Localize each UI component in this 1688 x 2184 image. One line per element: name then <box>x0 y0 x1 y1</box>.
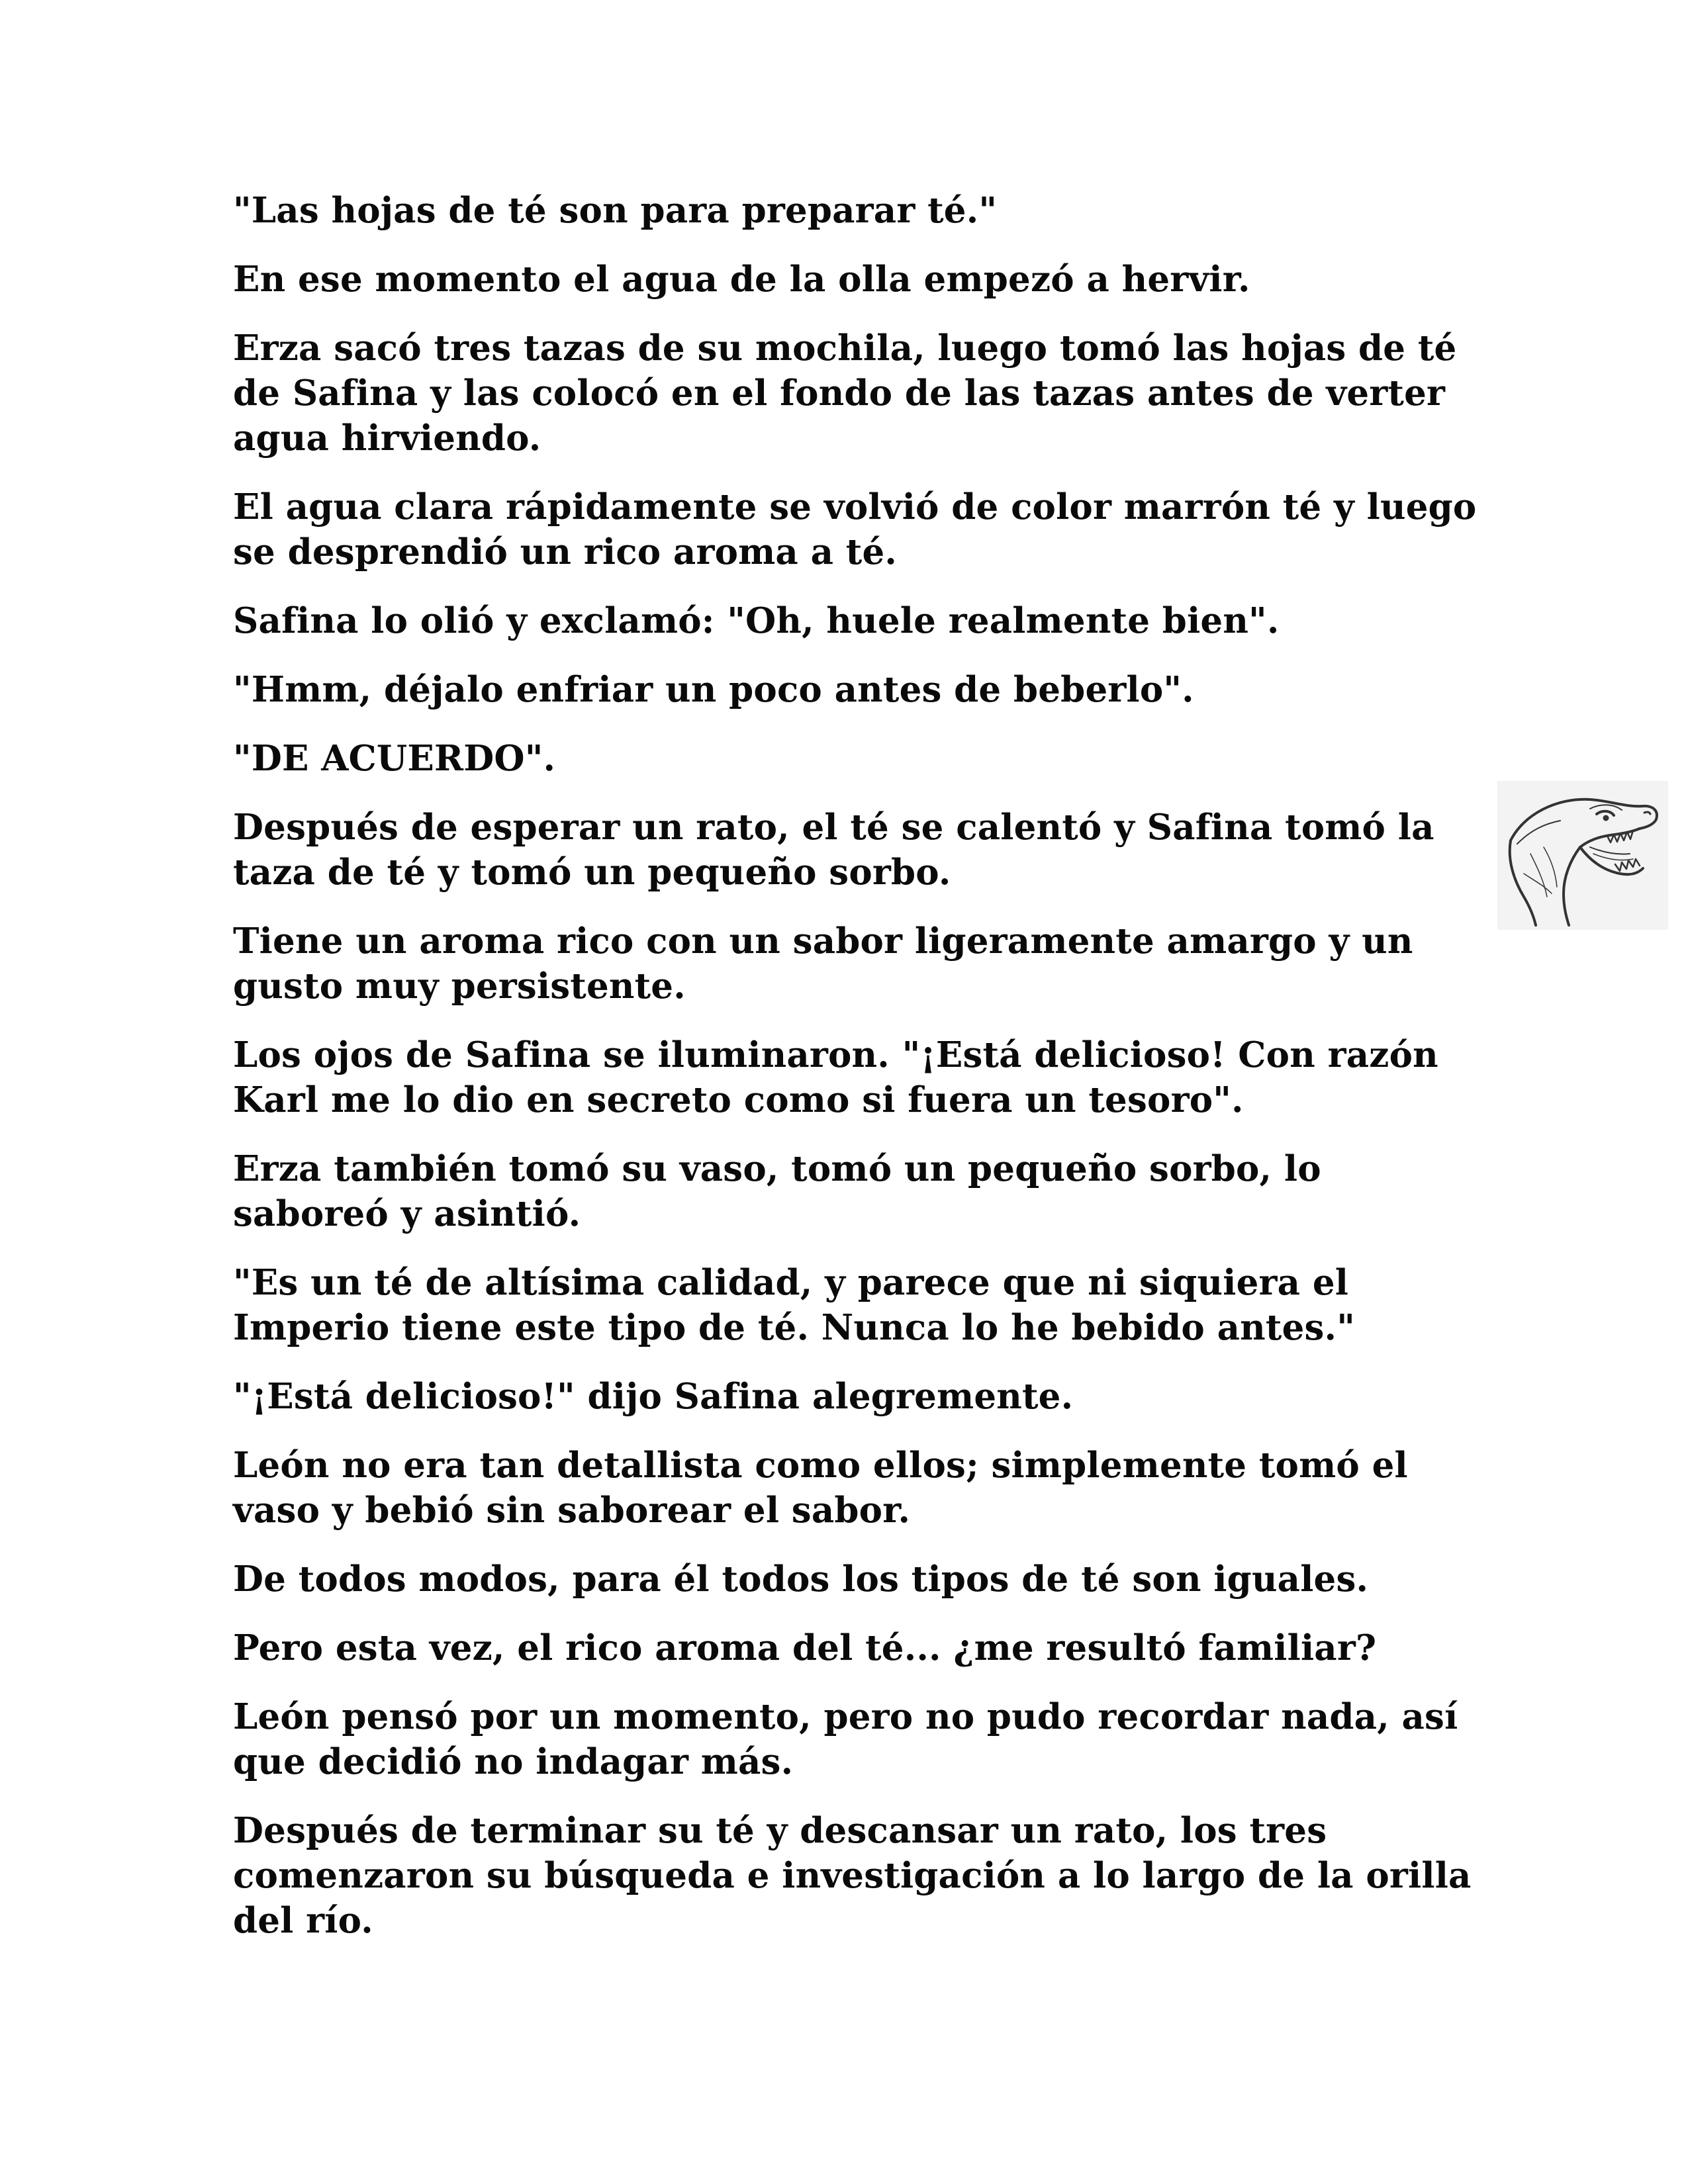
paragraph: "Hmm, déjalo enfriar un poco antes de beberlo". <box>233 669 1194 710</box>
paragraph: En ese momento el agua de la olla empezó a hervir. <box>233 259 1250 300</box>
paragraph: Erza también tomó su vaso, tomó un pequeño sorbo, lo saboreó y asintió. <box>233 1148 1321 1234</box>
paragraph: Después de terminar su té y descansar un rato, los tres comenzaron su búsqueda e investigación a lo largo de la orilla del río. <box>233 1810 1472 1941</box>
paragraph: De todos modos, para él todos los tipos de té son iguales. <box>233 1559 1369 1600</box>
paragraph: Después de esperar un rato, el té se calentó y Safina tomó la taza de té y tomó un pequeño sorbo. <box>233 807 1434 893</box>
paragraph: "DE ACUERDO". <box>233 738 556 779</box>
story-text <box>233 188 1477 1967</box>
paragraph: "¡Está delicioso!" dijo Safina alegremente. <box>233 1376 1074 1417</box>
paragraph: "Es un té de altísima calidad, y parece que ni siquiera el Imperio tiene este tipo de té. Nunca lo he bebido antes." <box>233 1262 1356 1348</box>
paragraph: Safina lo olió y exclamó: "Oh, huele realmente bien". <box>233 600 1280 641</box>
paragraph: "Las hojas de té son para preparar té." <box>233 190 998 231</box>
paragraph: Erza sacó tres tazas de su mochila, luego tomó las hojas de té de Safina y las colocó en el fondo de las tazas antes de verter agua hirviendo. <box>233 328 1457 459</box>
paragraph: Pero esta vez, el rico aroma del té... ¿me resultó familiar? <box>233 1627 1377 1668</box>
paragraph: Los ojos de Safina se iluminaron. "¡Está delicioso! Con razón Karl me lo dio en secreto como si fuera un tesoro". <box>233 1034 1438 1120</box>
dinosaur-head-sketch-icon <box>1497 781 1668 930</box>
paragraph: Tiene un aroma rico con un sabor ligeramente amargo y un gusto muy persistente. <box>233 921 1413 1007</box>
paragraph: El agua clara rápidamente se volvió de color marrón té y luego se desprendió un rico aroma a té. <box>233 486 1477 572</box>
paragraph: León no era tan detallista como ellos; simplemente tomó el vaso y bebió sin saborear el sabor. <box>233 1445 1408 1531</box>
paragraph: León pensó por un momento, pero no pudo recordar nada, así que decidió no indagar más. <box>233 1696 1458 1782</box>
